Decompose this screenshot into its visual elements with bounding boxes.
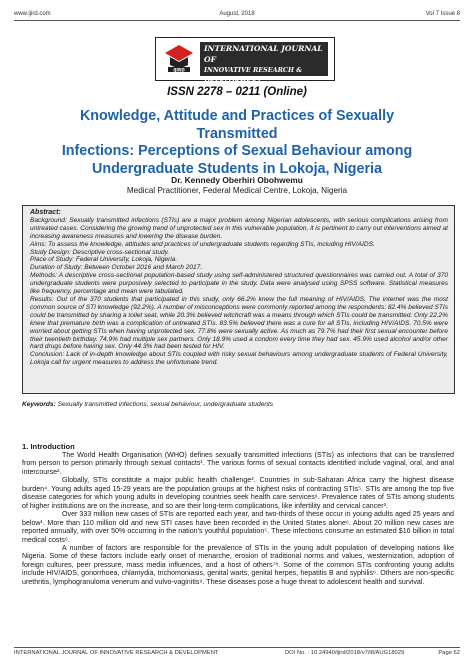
issn: ISSN 2278 – 0211 (Online) [167,86,307,98]
journal-emblem-icon [162,43,196,73]
footer-journal: INTERNATIONAL JOURNAL OF INNOVATIVE RESEARCH & DEVELOPMENT [14,650,219,656]
abstract-place: Place of Study: Federal University, Lokoja, Nigeria. [30,256,178,264]
logo-line-1: INTERNATIONAL JOURNAL OF [204,44,323,64]
keywords-label: Keywords: [22,401,56,408]
intro-paragraph-4: A number of factors are responsible for the prevalence of STIs in the young adult population of developing nations like Nigeria. Some of these factors include early onset of menarche, erosion of traditional norms and values, westernization, adoption of foreign cultures, peer pressure, mass media influences, and a host of others⁷⁸. Some of the common STIs confronting young adults include HIV/AIDS, gonorrhoea, chlamydia, trichomoniasis, genital warts, genital herpes, hepatitis B and syphilis⁶. Others are non-specific urethritis, lymphogranuloma venerum and vulvo-vaginitis⁹. These diseases pose a huge threat to adolescent health and survival. [22,543,454,586]
footer-rule [14,647,460,648]
abstract-duration: Duration of Study: Between October 2016 and March 2017. [30,264,203,272]
author-name: Dr. Kennedy Oberhiri Obohwemu [171,175,303,185]
paper-title [40,108,434,178]
abstract-design: Study Design: Descriptive cross-sectional study. [30,248,170,256]
title-line-1: Knowledge, Attitude and Practices of Sexually Transmitted [79,108,395,142]
abstract-aims: Aims: To assess the knowledge, attitudes and practices of undergraduate students regarding STIs, including HIV/AIDS. [30,240,375,248]
abstract-conclusion: Conclusion: Lack of in-depth knowledge about STIs coupled with risky sexual behaviours among undergraduate students of Federal University, Lokoja call for urgent measures to address the unfortunate trend. [30,351,448,367]
author-affiliation: Medical Practitioner, Federal Medical Centre, Lokoja, Nigeria [126,186,348,195]
keywords-text: Sexually transmitted infections, sexual behaviour, undergraduate students [57,401,274,408]
keywords [22,401,455,408]
abstract-background: Background: Sexually transmitted infections (STIs) are a major problem among Nigerian adolescents, with serious complications arising from untreated cases. Considering the growing trend of unprotected sex in this vulnerable population, it is pertinent to carry out interventions aimed at increasing awareness measures and lowering the disease burden. [30,216,448,240]
abstract-results: Results: Out of the 370 students that participated in this study, only 66.2% knew the full meaning of HIV/AIDS. The internet was the most common source of STI knowledge (92.2%). A number of misconceptions were commonly reported among the respondents: 82.4% believed STIs could be transmitted by sharing a toilet seat, while 20.3% believed witchcraft was a means through which STIs could be transmitted. Only 22.2% knew that premature birth was a complication of untreated STIs. 83.5% believed there was a cure for all STIs, including HIV/AIDS. 70.5% were worried about getting STIs when having unprotected sex. 77.8% were sexually active. As much as 79.7% had their first sexual encounter before their twentieth birthday. 74.9% had multiple sex partners. Only 18.9% used a condom every time they had sex. 45.9% used alcohol and/or other hard drugs before having sex. Only 44.3% had been tested for HIV. [30,295,448,351]
introduction-body [22,451,454,586]
title-line-3: Undergraduate Students in Lokoja, Nigeria [92,160,382,177]
header-volume: Vol 7 Issue 8 [425,11,460,17]
intro-paragraph-1: The World Health Organisation (WHO) defines sexually transmitted infections (STIs) as infections that can be transferred from person to person primarily through sexual contacts¹. The various forms of sexual contacts identified include vaginal, oral, and anal intercourse². [22,451,454,476]
header-date: August, 2018 [219,11,255,17]
title-line-2: Infections: Perceptions of Sexual Behaviour among [61,143,413,159]
intro-paragraph-3: Over 333 million new cases of STIs are reported each year, and two-thirds of these occur in young adults aged 25 years and below¹. More than 110 million old and new STI cases have been recorded in the United States alone⁶. About 20 million new cases are reported annually, with over 50% occurring in the nation's youthful population⁵. These infections consume an estimated $16 billion in total medical costs⁶. [22,510,454,544]
header-rule [14,20,460,21]
abstract-heading: Abstract: [30,209,61,216]
footer-page: Page 62 [438,650,460,656]
intro-paragraph-2: Globally, STIs constitute a major public health challenge³. Countries in sub-Saharan Africa carry the highest disease burden⁴. Young adults aged 15-29 years are the population groups at the highest risks of contracting STIs⁵. STIs are among the top five disease categories for which young adults in developing countries seek health care services⁶. Prevalence rates of STIs among students of higher institutions are on the increase, and so are their long-term complications, like infertility and cervical cancer³. [22,476,454,510]
header-website: www.ijird.com [14,11,51,17]
emblem-text: IJIRD [173,67,185,73]
abstract-box [22,205,455,394]
journal-logo-text [200,42,328,85]
journal-logo [155,37,335,85]
section-heading-introduction: 1. Introduction [22,442,75,451]
abstract-methods: Methods: A descriptive cross-sectional population-based study using self-administered structured questionnaires was carried out. A total of 370 undergraduate students were purposively selected to participate in the study. Data were analysed using SPSS software. Statistical measures like frequency, percentage and mean were tabulated. [30,272,448,296]
logo-line-2: INNOVATIVE RESEARCH & DEVELOPMENT [204,66,303,85]
footer-doi: DOI No. : 10.24940/ijird/2018/v7/i8/AUG18029 [285,650,405,656]
